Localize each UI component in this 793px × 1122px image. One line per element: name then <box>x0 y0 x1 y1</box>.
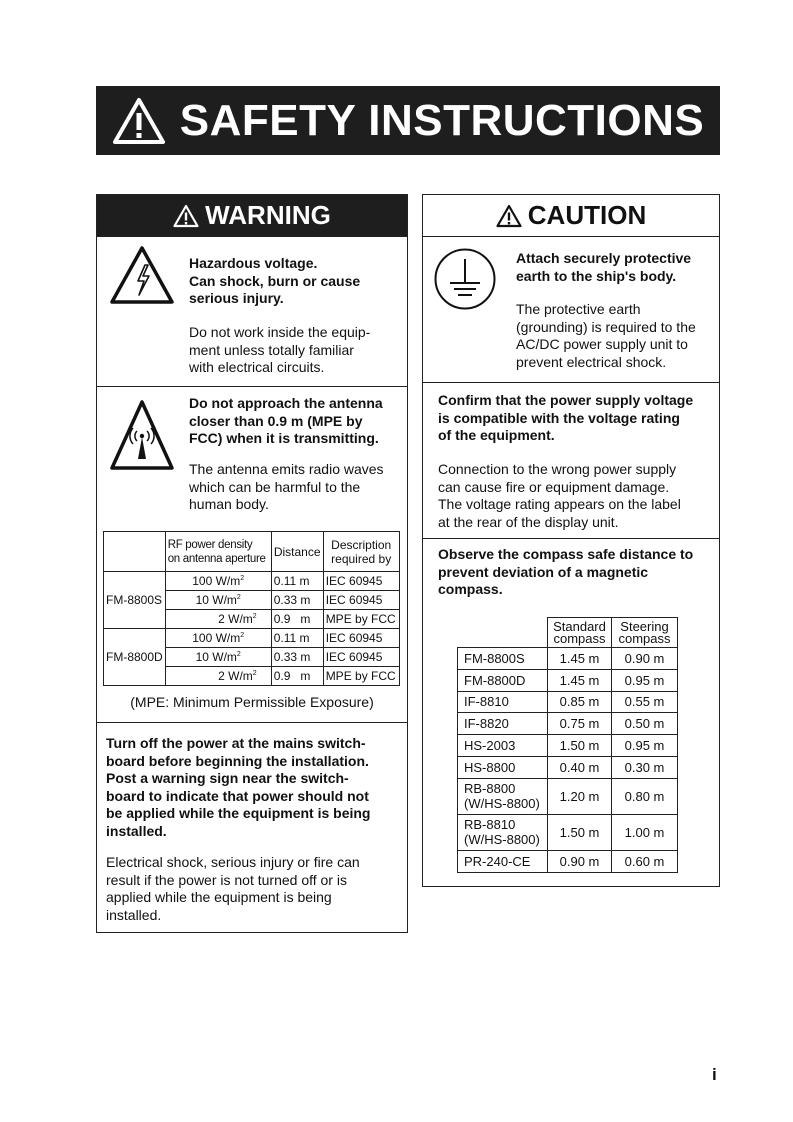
table-row: IF-8810 0.85 m 0.55 m <box>458 691 678 713</box>
rf-distance-header: Distance <box>271 532 323 572</box>
hazardous-voltage-section <box>97 237 407 387</box>
high-voltage-icon <box>109 245 175 305</box>
caution-header <box>423 195 719 237</box>
mpe-note: (MPE: Minimum Permissible Exposure) <box>130 694 374 710</box>
caution-title: CAUTION <box>527 200 647 230</box>
table-row: 2 $W/m^2$ 0.9 m MPE by FCC <box>104 610 400 629</box>
antenna-text: The antenna emits radio waves which can be harmful to the human body. <box>189 461 384 512</box>
rf-density-header: RF power density on antenna aperture <box>165 532 271 572</box>
warning-title: WARNING <box>205 200 331 230</box>
table-row: FM-8800S 1.45 m 0.90 m <box>458 648 678 670</box>
steering-compass-header: Steering compass <box>612 618 678 648</box>
ground-icon <box>433 247 497 311</box>
compass-distance-table <box>457 617 678 873</box>
table-row: 10 $W/m^2$ 0.33 m IEC 60945 <box>104 591 400 610</box>
hazardous-voltage-text: Do not work inside the equip- ment unless totally familiar with electrical circuits. <box>189 324 371 375</box>
table-row: HS-8800 0.40 m 0.30 m <box>458 756 678 778</box>
supply-voltage-headline: Confirm that the power supply voltage is compatible with the voltage rating of the equipment. <box>438 392 694 443</box>
power-off-text: Electrical shock, serious injury or fire can result if the power is not turned off or is applied while the equipment is being installed. <box>106 854 360 923</box>
table-row: HS-2003 1.50 m 0.95 m <box>458 735 678 757</box>
warning-triangle-icon <box>112 97 166 145</box>
table-row: FM-8800D 100 $W/m^2$ 0.11 m IEC 60945 <box>104 629 400 648</box>
table-row: RB-8800 (W/HS-8800) 1.20 m 0.80 m <box>458 778 678 814</box>
power-off-headline: Turn off the power at the mains switch- board before beginning the installation. Post a warning sign near the switch- board to indicate that power should not be applied while the equipment is being installed. <box>106 735 371 839</box>
hazardous-voltage-headline: Hazardous voltage. Can shock, burn or cause serious injury. <box>189 255 361 306</box>
caution-column <box>422 194 720 887</box>
supply-voltage-section <box>423 383 719 539</box>
warning-triangle-icon <box>173 204 199 228</box>
compass-headline: Observe the compass safe distance to prevent deviation of a magnetic compass. <box>438 546 694 597</box>
radio-wave-icon <box>109 399 175 471</box>
antenna-headline: Do not approach the antenna closer than 0.9 m (MPE by FCC) when it is transmitting. <box>189 395 383 446</box>
supply-voltage-text: Connection to the wrong power supply can cause fire or equipment damage. The voltage rating appears on the label at the rear of the display unit. <box>438 461 681 530</box>
table-row: FM-8800S 100 $W/m^2$ 0.11 m IEC 60945 <box>104 572 400 591</box>
safety-banner <box>96 86 720 155</box>
table-row: RB-8810 (W/HS-8800) 1.50 m 1.00 m <box>458 814 678 850</box>
warning-column <box>96 194 408 933</box>
table-row: 10 $W/m^2$ 0.33 m IEC 60945 <box>104 648 400 667</box>
protective-earth-section <box>423 237 719 383</box>
table-row: PR-240-CE 0.90 m 0.60 m <box>458 850 678 872</box>
caution-triangle-icon <box>496 204 522 228</box>
antenna-section <box>97 387 407 723</box>
rf-power-table <box>103 531 400 686</box>
table-row: 2 $W/m^2$ 0.9 m MPE by FCC <box>104 667 400 686</box>
rf-description-header: Description required by <box>323 532 399 572</box>
protective-earth-text: The protective earth (grounding) is required to the AC/DC power supply unit to prevent electrical shock. <box>516 301 696 370</box>
page-title: SAFETY INSTRUCTIONS <box>179 95 705 145</box>
page-number: i <box>712 1065 717 1084</box>
standard-compass-header: Standard compass <box>548 618 612 648</box>
table-header-row <box>458 618 678 648</box>
compass-distance-section <box>423 539 719 885</box>
table-row: IF-8820 0.75 m 0.50 m <box>458 713 678 735</box>
warning-header <box>97 195 407 237</box>
power-off-section <box>97 723 407 933</box>
table-row: FM-8800D 1.45 m 0.95 m <box>458 669 678 691</box>
model-cell: FM-8800D <box>104 629 166 686</box>
model-cell: FM-8800S <box>104 572 166 629</box>
protective-earth-headline: Attach securely protective earth to the ship's body. <box>516 250 692 284</box>
